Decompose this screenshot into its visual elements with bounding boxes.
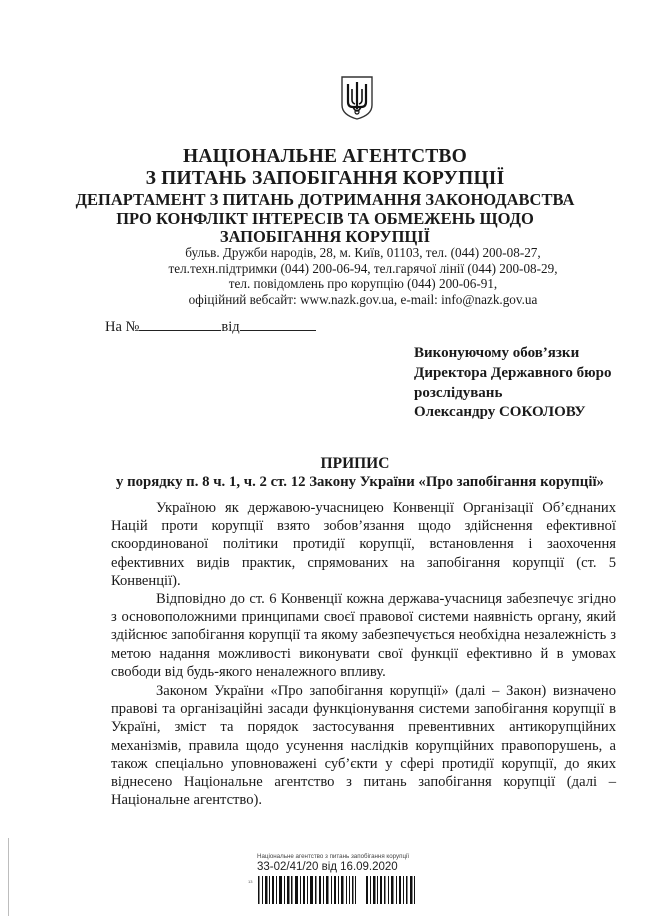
stamp-mark: 13 — [248, 879, 253, 884]
addressee-name: Олександру СОКОЛОВУ — [414, 404, 586, 421]
barcode-icon — [258, 876, 438, 904]
agency-name — [0, 146, 650, 190]
paragraph-text: Відповідно до ст. 6 Конвенції кожна держава-учасниця забезпечує згідно з основоположними принципами своєї правової системи наявність органу, який здійснює запобігання корупції та якому забезпечується необхідна незалежність з метою надання можливості виконувати свої функції ефективно й в умовах свободи від будь-якого неналежного впливу. — [111, 591, 616, 680]
agency-line-2: З ПИТАНЬ ЗАПОБІГАННЯ КОРУПЦІЇ — [145, 168, 505, 189]
contact-info — [0, 245, 650, 307]
phone-line: тел.техн.підтримки (044) 200-06-94, тел.гарячої лінії (044) 200-08-29, — [168, 260, 558, 276]
paragraph-1 — [111, 499, 616, 590]
addressee-block — [414, 344, 611, 423]
reference-number-field — [139, 318, 221, 331]
department-line-3: ЗАПОБІГАННЯ КОРУПЦІЇ — [219, 227, 431, 246]
website-email-line: офіційний вебсайт: www.nazk.gov.ua, e-mail: info@nazk.gov.ua — [188, 291, 538, 307]
department-line-2: ПРО КОНФЛІКТ ІНТЕРЕСІВ ТА ОБМЕЖЕНЬ ЩОДО — [116, 208, 534, 228]
stamp-organization: Національне агентство з питань запобігання корупції — [257, 853, 410, 860]
scan-edge-line — [8, 838, 9, 916]
report-phone-line: тел. повідомлень про корупцію (044) 200-06-91, — [228, 276, 498, 291]
reference-number-label: На № — [105, 319, 140, 335]
stamp-registration-number: 33-02/41/20 від 16.09.2020 — [257, 861, 398, 873]
addressee-line: Виконуючому обов’язки — [414, 345, 580, 361]
paragraph-2 — [111, 590, 616, 681]
document-subtitle: у порядку п. 8 ч. 1, ч. 2 ст. 12 Закону України «Про запобігання корупції» — [116, 474, 604, 490]
addressee-line: Директора Державного бюро — [414, 364, 612, 381]
addressee-line: розслідувань — [414, 384, 503, 401]
document-title: ПРИПИС — [320, 455, 390, 472]
paragraph-3 — [111, 682, 616, 809]
paragraph-text: Законом України «Про запобігання корупції» (далі – Закон) визначено правові та організаційні засади функціонування системи запобігання корупції в Україні, зміст та порядок застосування превентивних антикорупційних механізмів, правила щодо усунення наслідків корупційних правопорушень, а також спеціально уповноважені суб’єкти у сфері протидії корупції, до яких віднесено Національне агентство з питань запобігання корупції (далі – Національне агентство). — [111, 683, 616, 809]
department-name — [0, 191, 650, 247]
reference-date-label: від — [221, 319, 240, 335]
department-line-1: ДЕПАРТАМЕНТ З ПИТАНЬ ДОТРИМАННЯ ЗАКОНОДАВСТВА — [75, 190, 575, 209]
paragraph-text: Україною як державою-учасницею Конвенції Організації Об’єднаних Націй проти корупції взято зобов’язання щодо здійснення ефективної скоординованої політики протидії корупції, встановлення і заохочення ефективних видів практик, спрямованих на запобігання корупції (ст. 5 Конвенції). — [111, 500, 616, 589]
reference-date-field — [240, 318, 316, 331]
reference-line — [105, 318, 316, 336]
agency-line-1: НАЦІОНАЛЬНЕ АГЕНТСТВО — [182, 146, 468, 167]
address-line: бульв. Дружби народів, 28, м. Київ, 01103, тел. (044) 200-08-27, — [185, 245, 541, 260]
trident-coat-of-arms-icon — [340, 75, 374, 121]
